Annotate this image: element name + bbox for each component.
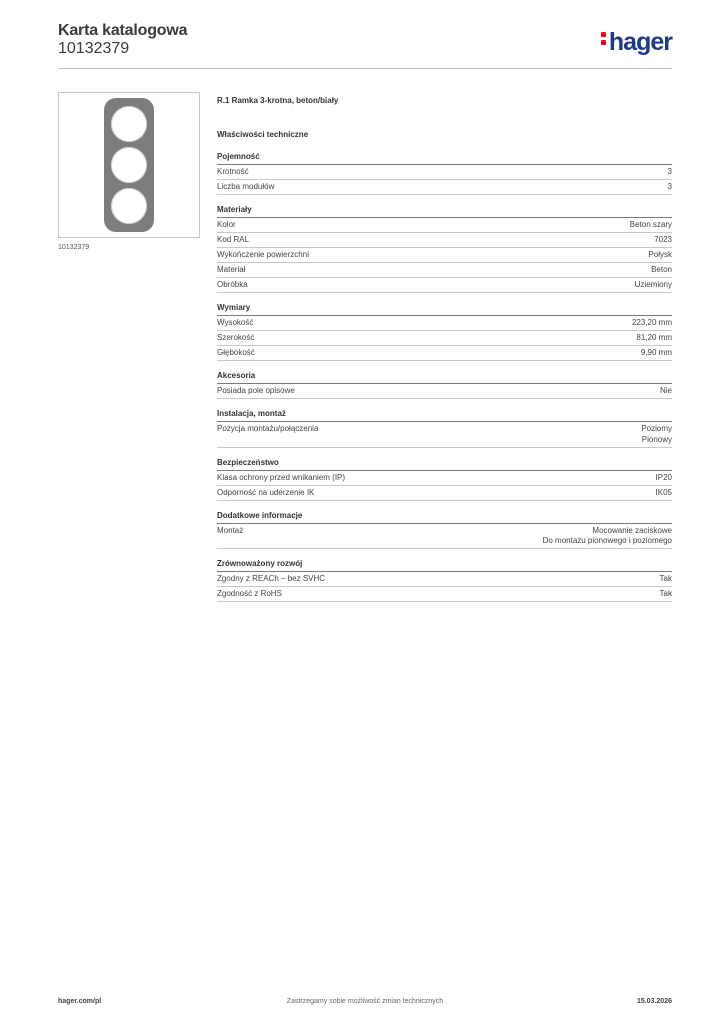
page-header: [58, 20, 672, 70]
spec-value: [660, 386, 672, 397]
spec-key: Odporność na uderzenie IK: [217, 487, 315, 497]
spec-value-line: 3: [667, 182, 672, 191]
spec-group: [217, 152, 672, 195]
spec-value: [654, 235, 672, 246]
spec-group: [217, 303, 672, 361]
spec-value-line: Pionowy: [641, 434, 672, 444]
spec-value: [641, 348, 672, 359]
spec-group: [217, 511, 672, 550]
spec-value: [668, 182, 672, 193]
product-number: 10132379: [58, 40, 130, 57]
spec-value: [651, 265, 672, 276]
spec-group-title: Wymiary: [217, 303, 672, 316]
spec-row: [217, 248, 672, 263]
spec-group-title: Bezpieczeństwo: [217, 458, 672, 471]
spec-value-line: IP20: [655, 472, 672, 482]
spec-row: [217, 316, 672, 331]
spec-row: [217, 278, 672, 293]
spec-group-title: Dodatkowe informacje: [217, 511, 672, 524]
spec-row: [217, 486, 672, 501]
frame-opening: [111, 106, 147, 142]
spec-row: [217, 524, 672, 550]
spec-value: [632, 318, 672, 329]
spec-value-line: Tak: [659, 589, 672, 598]
spec-key: Wykończenie powierzchni: [217, 250, 309, 259]
spec-value: [648, 250, 672, 261]
spec-group-title: Materiały: [217, 205, 672, 218]
frame-3-gang-icon: [104, 98, 154, 232]
spec-value: [656, 488, 672, 499]
spec-value-line: Uziemiony: [634, 280, 672, 289]
spec-group: [217, 371, 672, 399]
spec-value-line: Do montażu pionowego i poziomego: [542, 536, 672, 545]
spec-content: [217, 96, 672, 602]
spec-key: Kolor: [217, 220, 236, 229]
spec-value: [543, 526, 672, 547]
spec-key: Liczba modułów: [217, 182, 275, 191]
spec-value: [635, 280, 672, 291]
spec-value: [641, 424, 672, 445]
spec-group-title: Pojemność: [217, 152, 672, 165]
spec-value-line: Beton: [651, 265, 672, 274]
spec-key: Materiał: [217, 265, 246, 274]
spec-row: [217, 331, 672, 346]
spec-row: [217, 218, 672, 233]
spec-key: Głębokość: [217, 348, 255, 357]
frame-opening: [111, 188, 147, 224]
spec-group: [217, 559, 672, 602]
spec-value-line: 7023: [654, 235, 672, 244]
footer-website-link[interactable]: hager.com/pl: [58, 998, 102, 1005]
spec-groups: [217, 152, 672, 602]
spec-key: Szerokość: [217, 333, 255, 342]
spec-value: [630, 220, 672, 231]
spec-row: [217, 233, 672, 248]
spec-value: [660, 574, 672, 585]
spec-row: [217, 180, 672, 195]
spec-row: [217, 587, 672, 602]
hager-logo[interactable]: [601, 28, 672, 57]
spec-key: Montaż: [217, 525, 244, 535]
spec-group: [217, 409, 672, 448]
spec-group: [217, 458, 672, 501]
spec-row: [217, 346, 672, 361]
section-heading: Właściwości techniczne: [217, 130, 309, 139]
spec-key: Obróbka: [217, 280, 248, 289]
frame-opening: [111, 147, 147, 183]
spec-value: [668, 167, 672, 178]
logo-text: hager: [608, 28, 672, 56]
spec-key: Posiada pole opisowe: [217, 386, 295, 395]
spec-group-title: Instalacja, montaż: [217, 409, 672, 422]
spec-key: Pozycja montażu/połączenia: [217, 424, 319, 433]
product-image-caption: 10132379: [58, 244, 90, 251]
spec-row: [217, 384, 672, 399]
footer-date: 15.03.2026: [636, 998, 672, 1005]
spec-value-line: Mocowanie zaciskowe: [592, 525, 672, 535]
spec-value-line: 223,20 mm: [631, 318, 672, 327]
spec-row: [217, 165, 672, 180]
spec-row: [217, 422, 672, 448]
spec-value-line: Tak: [659, 574, 672, 583]
logo-dots-icon: [601, 29, 607, 48]
spec-row: [217, 263, 672, 278]
spec-value-line: 9,90 mm: [640, 348, 672, 357]
spec-key: Zgodność z RoHS: [217, 589, 282, 598]
spec-value-line: Beton szary: [629, 220, 672, 229]
spec-group-title: Akcesoria: [217, 371, 672, 384]
spec-row: [217, 572, 672, 587]
spec-value-line: Nie: [659, 386, 672, 395]
spec-value-line: IK05: [655, 487, 672, 497]
spec-value-line: 3: [667, 167, 672, 176]
spec-value-line: Poziomy: [641, 424, 672, 433]
header-divider: [58, 68, 672, 69]
spec-key: Kod RAL: [217, 235, 250, 244]
spec-key: Klasa ochrony przed wnikaniem (IP): [217, 472, 346, 482]
spec-group-title: Zrównoważony rozwój: [217, 559, 672, 572]
product-name: R.1 Ramka 3-krotna, beton/biały: [217, 96, 339, 105]
spec-value: [660, 589, 672, 600]
spec-key: Wysokość: [217, 318, 254, 327]
page-title: Karta katalogowa: [58, 22, 188, 39]
spec-value: [636, 333, 672, 344]
spec-key: Zgodny z REACh – bez SVHC: [217, 574, 326, 583]
spec-key: Krotność: [217, 167, 249, 176]
spec-row: [217, 471, 672, 486]
product-image: [58, 92, 200, 238]
spec-group: [217, 205, 672, 293]
spec-value-line: Połysk: [648, 250, 672, 259]
footer-disclaimer: Zastrzegamy sobie możliwość zmian technicznych: [286, 998, 444, 1005]
spec-value-line: 81,20 mm: [636, 333, 672, 342]
spec-value: [656, 473, 672, 484]
